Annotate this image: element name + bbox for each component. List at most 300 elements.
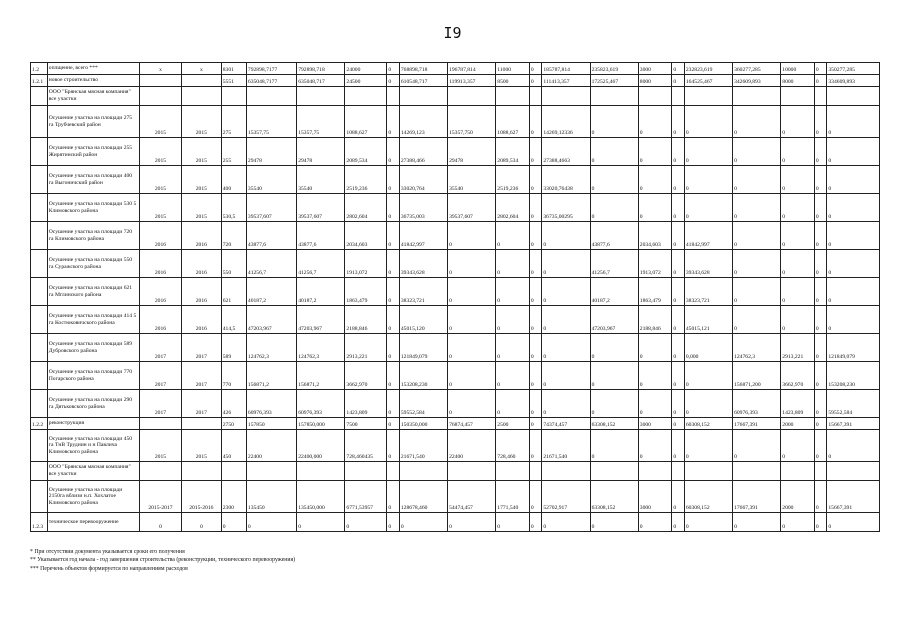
table-cell: 275 xyxy=(221,106,246,138)
table-cell: 54474,457 xyxy=(448,481,496,513)
table-cell: 40187,2 xyxy=(590,278,638,306)
table-cell: 0 xyxy=(590,513,638,532)
table-cell: 621 xyxy=(221,278,246,306)
table-cell: 15667,391 xyxy=(827,481,880,513)
table-cell xyxy=(733,462,781,481)
object-name-cell: Осушение участка на площади 2150га вблизи н.п. Хохлатое Климовского района xyxy=(47,481,139,513)
table-cell: 1423,809 xyxy=(345,390,387,418)
row-number-cell xyxy=(31,138,48,166)
table-cell: 1863,479 xyxy=(345,278,387,306)
table-cell: 0 xyxy=(590,106,638,138)
table-cell: 0 xyxy=(448,362,496,390)
row-number-cell: 1.2.1 xyxy=(31,75,48,87)
table-cell: 2089,534 xyxy=(345,138,387,166)
table-cell: 39537,607 xyxy=(246,194,296,222)
table-cell: 0 xyxy=(529,138,542,166)
table-cell: 0 xyxy=(814,390,827,418)
object-name-cell: Осушение участка на площади 255 Жирятинский район xyxy=(47,138,139,166)
table-cell: 1088,627 xyxy=(496,106,530,138)
table-cell xyxy=(246,462,296,481)
table-cell: 2802,604 xyxy=(345,194,387,222)
table-cell: 0 xyxy=(590,430,638,462)
object-name-cell: Осушение участка на площади 450 га ТнВ Труднин и н Павлича Климовского района xyxy=(47,430,139,462)
table-cell: 17667,391 xyxy=(733,481,781,513)
table-cell: 0 xyxy=(827,250,880,278)
table-cell: 2015 xyxy=(140,166,182,194)
row-number-cell xyxy=(31,362,48,390)
table-cell: 21671,540 xyxy=(399,430,447,462)
table-cell: 0 xyxy=(814,306,827,334)
table-cell: 156871,2 xyxy=(246,362,296,390)
table-cell: 0 xyxy=(221,513,246,532)
table-cell: 0 xyxy=(387,222,400,250)
table-cell: 0 xyxy=(733,166,781,194)
table-cell: 2750 xyxy=(221,418,246,430)
table-cell: 22400,000 xyxy=(297,430,345,462)
object-name-cell: новое строительство xyxy=(47,75,139,87)
table-row xyxy=(31,418,880,430)
table-cell xyxy=(684,462,732,481)
row-number-cell xyxy=(31,481,48,513)
table-cell: 0 xyxy=(814,250,827,278)
table-cell: 0 xyxy=(814,362,827,390)
table-cell: 0 xyxy=(672,138,685,166)
table-cell: 10000 xyxy=(781,63,815,75)
table-cell: 0 xyxy=(684,106,732,138)
table-cell: 40187,2 xyxy=(297,278,345,306)
table-cell: 41256,7 xyxy=(246,250,296,278)
table-cell: 8500 xyxy=(496,75,530,87)
table-cell: 2015 xyxy=(181,106,221,138)
table-cell: 0 xyxy=(496,278,530,306)
table-cell xyxy=(542,462,590,481)
table-cell: 728,460 xyxy=(496,430,530,462)
table-cell: 0 xyxy=(448,306,496,334)
table-cell: 6771,53957 xyxy=(345,481,387,513)
table-cell: 14269,123 xyxy=(399,106,447,138)
table-cell: 0 xyxy=(399,513,447,532)
table-cell: 0 xyxy=(814,513,827,532)
table-cell: 414,5 xyxy=(221,306,246,334)
table-cell: 0 xyxy=(814,430,827,462)
table-cell: 0 xyxy=(781,430,815,462)
table-cell xyxy=(638,462,672,481)
table-cell: 164525,467 xyxy=(684,75,732,87)
table-cell: 0 xyxy=(590,166,638,194)
table-cell: 0 xyxy=(542,513,590,532)
table-cell: 360277,285 xyxy=(733,63,781,75)
object-name-cell: Осушение участка на площади 290 га Дятьковского района xyxy=(47,390,139,418)
table-cell: 22400 xyxy=(246,430,296,462)
table-cell: 0 xyxy=(733,222,781,250)
table-cell: 43877,6 xyxy=(590,222,638,250)
table-cell: 0 xyxy=(590,138,638,166)
table-cell: 0 xyxy=(781,513,815,532)
table-cell: 2188,846 xyxy=(638,306,672,334)
table-cell: 2015 xyxy=(181,430,221,462)
table-cell: 0 xyxy=(387,334,400,362)
page-number: I9 xyxy=(443,24,462,42)
row-number-cell: 1.2.3 xyxy=(31,513,48,532)
table-cell: 2015 xyxy=(181,194,221,222)
table-cell: 0 xyxy=(814,166,827,194)
table-cell: 60976,393 xyxy=(297,390,345,418)
table-cell: 0 xyxy=(590,390,638,418)
table-cell: 0 xyxy=(387,250,400,278)
table-cell: 0 xyxy=(638,513,672,532)
table-cell: 36735,00295 xyxy=(542,194,590,222)
table-cell xyxy=(529,462,542,481)
table-cell: 635048,7177 xyxy=(246,75,296,87)
table-cell: 0 xyxy=(448,222,496,250)
table-cell xyxy=(345,87,387,106)
table-cell: 0 xyxy=(733,250,781,278)
table-cell: 0 xyxy=(827,513,880,532)
table-row xyxy=(31,166,880,194)
table-cell: 27388,4663 xyxy=(542,138,590,166)
table-cell: 0 xyxy=(814,75,827,87)
table-cell: 0 xyxy=(448,513,496,532)
table-cell xyxy=(345,462,387,481)
table-cell: 43877,6 xyxy=(246,222,296,250)
table-cell: 0 xyxy=(529,306,542,334)
table-cell: 0 xyxy=(827,106,880,138)
table-cell xyxy=(221,87,246,106)
table-cell: 550 xyxy=(221,250,246,278)
table-cell: 0 xyxy=(814,418,827,430)
table-cell: 0 xyxy=(387,390,400,418)
table-cell xyxy=(496,462,530,481)
table-cell: 2913,221 xyxy=(345,334,387,362)
table-cell: 0 xyxy=(814,138,827,166)
table-cell: 29478 xyxy=(448,138,496,166)
table-row xyxy=(31,430,880,462)
table-cell: 2802,604 xyxy=(496,194,530,222)
table-cell: 0 xyxy=(496,390,530,418)
table-cell: 0 xyxy=(814,481,827,513)
object-name-cell: Осушение участка на площади 275 га Трубчевский район xyxy=(47,106,139,138)
table-cell: 0 xyxy=(529,390,542,418)
table-cell xyxy=(672,462,685,481)
table-cell: 21671,540 xyxy=(542,430,590,462)
table-cell: 39343,628 xyxy=(399,250,447,278)
table-cell: 2016 xyxy=(140,306,182,334)
table-cell: 0 xyxy=(638,362,672,390)
table-row xyxy=(31,194,880,222)
table-cell: 0 xyxy=(827,278,880,306)
table-cell: 15357,75 xyxy=(246,106,296,138)
table-cell: 8000 xyxy=(781,75,815,87)
table-cell: 0 xyxy=(827,138,880,166)
table-cell: 0 xyxy=(542,278,590,306)
table-cell: 0 xyxy=(529,513,542,532)
row-number-cell: 1.2.2 xyxy=(31,418,48,430)
table-cell: 0 xyxy=(542,362,590,390)
table-cell: 0 xyxy=(542,334,590,362)
table-cell xyxy=(590,462,638,481)
investment-table xyxy=(30,62,880,532)
table-cell: 157850 xyxy=(246,418,296,430)
table-cell: 39537,607 xyxy=(448,194,496,222)
table-cell: 0 xyxy=(529,430,542,462)
table-cell: 3000 xyxy=(638,63,672,75)
table-cell: 0 xyxy=(448,334,496,362)
row-number-cell xyxy=(31,250,48,278)
row-number-cell xyxy=(31,462,48,481)
table-cell: 0 xyxy=(672,75,685,87)
table-cell: 128678,460 xyxy=(399,481,447,513)
table-cell: 720 xyxy=(221,222,246,250)
table-cell: 0 xyxy=(387,166,400,194)
table-cell: 5551 xyxy=(221,75,246,87)
table-cell: 0 xyxy=(542,222,590,250)
table-cell: 2017 xyxy=(181,390,221,418)
table-row xyxy=(31,481,880,513)
table-cell: 2500 xyxy=(496,418,530,430)
table-cell: 0 xyxy=(733,278,781,306)
table-cell: 33020,76438 xyxy=(542,166,590,194)
table-cell: 0 xyxy=(529,106,542,138)
table-cell: 0 xyxy=(529,418,542,430)
table-cell: 3000 xyxy=(638,418,672,430)
table-cell: 8000 xyxy=(638,75,672,87)
table-cell: 0 xyxy=(733,513,781,532)
table-cell: 0 xyxy=(529,222,542,250)
table-cell: 60976,393 xyxy=(246,390,296,418)
table-cell xyxy=(684,87,732,106)
table-cell: 2016 xyxy=(181,250,221,278)
table-cell: 2188,846 xyxy=(345,306,387,334)
table-cell: 342609,893 xyxy=(733,75,781,87)
table-cell: 29478 xyxy=(297,138,345,166)
table-cell: 2015-2017 xyxy=(140,481,182,513)
table-cell: 0 xyxy=(781,106,815,138)
table-cell xyxy=(181,75,221,87)
table-cell xyxy=(140,462,182,481)
table-cell: 2015-2016 xyxy=(181,481,221,513)
row-number-cell xyxy=(31,306,48,334)
table-cell: 59552,584 xyxy=(399,390,447,418)
table-cell: х xyxy=(140,63,182,75)
table-cell: 15667,391 xyxy=(827,418,880,430)
table-cell: 0 xyxy=(827,430,880,462)
table-cell: 0 xyxy=(529,75,542,87)
table-cell: 3662,970 xyxy=(345,362,387,390)
row-number-cell xyxy=(31,222,48,250)
table-cell: 0 xyxy=(590,194,638,222)
table-cell: 0 xyxy=(733,106,781,138)
object-name-cell: Осушение участка на площади 550 га Суражского района xyxy=(47,250,139,278)
table-cell: 0 xyxy=(529,63,542,75)
table-cell xyxy=(827,462,880,481)
table-cell xyxy=(590,87,638,106)
table-row xyxy=(31,75,880,87)
table-cell: 121849,079 xyxy=(399,334,447,362)
table-cell: 3000 xyxy=(638,481,672,513)
table-cell: 41256,7 xyxy=(590,250,638,278)
table-cell: 0 xyxy=(672,418,685,430)
table-cell: 153208,230 xyxy=(827,362,880,390)
table-cell: 0 xyxy=(781,194,815,222)
table-row xyxy=(31,462,880,481)
table-cell: 0 xyxy=(496,306,530,334)
object-name-cell: Осушение участка на площади 414 5 га Костюковичского района xyxy=(47,306,139,334)
table-cell xyxy=(297,462,345,481)
table-cell: 0 xyxy=(387,194,400,222)
table-cell: 8301 xyxy=(221,63,246,75)
table-cell: 0 xyxy=(590,362,638,390)
table-cell: 0 xyxy=(672,306,685,334)
table-cell: 1771,540 xyxy=(496,481,530,513)
table-cell: 0 xyxy=(672,278,685,306)
table-cell: 124762,3 xyxy=(297,334,345,362)
table-cell: 76874,457 xyxy=(448,418,496,430)
table-cell: 2015 xyxy=(140,194,182,222)
table-cell: 0 xyxy=(827,306,880,334)
table-cell: 0,000 xyxy=(684,334,732,362)
table-cell: 589 xyxy=(221,334,246,362)
table-cell xyxy=(181,418,221,430)
table-cell: 0 xyxy=(542,390,590,418)
table-cell: 0 xyxy=(672,194,685,222)
table-cell: 2016 xyxy=(140,278,182,306)
table-cell xyxy=(387,462,400,481)
table-cell: 792898,718 xyxy=(297,63,345,75)
table-cell: 0 xyxy=(496,362,530,390)
table-cell xyxy=(181,87,221,106)
table-cell: 0 xyxy=(638,390,672,418)
table-cell: 0 xyxy=(542,306,590,334)
table-cell: 0 xyxy=(387,481,400,513)
table-cell: 2519,236 xyxy=(345,166,387,194)
table-cell: 2519,236 xyxy=(496,166,530,194)
table-cell: 59552,584 xyxy=(827,390,880,418)
table-cell: 0 xyxy=(781,166,815,194)
table-cell: 0 xyxy=(684,513,732,532)
table-cell: 0 xyxy=(781,222,815,250)
table-cell: 0 xyxy=(672,390,685,418)
table-cell: 0 xyxy=(781,138,815,166)
table-cell: 2000 xyxy=(781,418,815,430)
table-cell: 2015 xyxy=(181,166,221,194)
table-cell: 47203,967 xyxy=(590,306,638,334)
table-cell: 17667,391 xyxy=(733,418,781,430)
table-cell: 2000 xyxy=(781,481,815,513)
table-cell: 0 xyxy=(827,222,880,250)
table-cell: 63308,152 xyxy=(590,481,638,513)
table-cell: 52702,917 xyxy=(542,481,590,513)
table-cell: 36735,003 xyxy=(399,194,447,222)
table-cell: 0 xyxy=(827,194,880,222)
table-cell: 60976,393 xyxy=(733,390,781,418)
object-name-cell: Осушение участка на площади 589 Дубровского района xyxy=(47,334,139,362)
table-cell: 35540 xyxy=(246,166,296,194)
table-cell: 24000 xyxy=(345,63,387,75)
table-cell: 2016 xyxy=(140,250,182,278)
table-cell xyxy=(140,87,182,106)
table-cell: 0 xyxy=(387,362,400,390)
table-cell: 400 xyxy=(221,166,246,194)
table-cell: 0 xyxy=(814,222,827,250)
table-cell: 60308,152 xyxy=(684,481,732,513)
object-name-cell: ООО "Брянская мясная компания" все участки xyxy=(47,462,139,481)
table-row xyxy=(31,222,880,250)
table-cell: 33020,764 xyxy=(399,166,447,194)
table-cell: 2034,603 xyxy=(345,222,387,250)
row-number-cell xyxy=(31,87,48,106)
table-cell: 2016 xyxy=(181,306,221,334)
table-cell xyxy=(827,87,880,106)
table-cell: 0 xyxy=(672,430,685,462)
table-cell: 0 xyxy=(781,250,815,278)
table-cell: 0 xyxy=(814,334,827,362)
table-cell: 2015 xyxy=(181,138,221,166)
table-cell: 0 xyxy=(814,194,827,222)
table-cell: 43877,6 xyxy=(297,222,345,250)
table-cell: 0 xyxy=(672,63,685,75)
table-cell: 2015 xyxy=(140,138,182,166)
table-row xyxy=(31,513,880,532)
table-cell: 0 xyxy=(672,334,685,362)
footnote: * При отсутствии документа указывается сроки его получения xyxy=(30,549,185,555)
table-cell: 45015,120 xyxy=(399,306,447,334)
table-cell: 0 xyxy=(672,250,685,278)
table-cell: 2017 xyxy=(140,334,182,362)
row-number-cell xyxy=(31,334,48,362)
table-cell: 2017 xyxy=(140,390,182,418)
table-cell xyxy=(733,87,781,106)
table-row xyxy=(31,63,880,75)
table-cell: 0 xyxy=(638,430,672,462)
table-cell xyxy=(448,462,496,481)
table-cell: 0 xyxy=(672,513,685,532)
table-cell: 38323,721 xyxy=(399,278,447,306)
table-cell: 1913,072 xyxy=(638,250,672,278)
table-row xyxy=(31,390,880,418)
table-cell: 22400 xyxy=(448,430,496,462)
object-name-cell: техническое перевооружение xyxy=(47,513,139,532)
table-cell: 0 xyxy=(297,513,345,532)
table-cell: 0 xyxy=(684,194,732,222)
row-number-cell xyxy=(31,106,48,138)
table-cell xyxy=(140,75,182,87)
table-cell: 0 xyxy=(387,513,400,532)
table-cell: 0 xyxy=(684,138,732,166)
table-cell: 60308,152 xyxy=(684,418,732,430)
table-cell: 0 xyxy=(684,166,732,194)
footnote: *** Перечень объектов формируется по направлениям расходов xyxy=(30,565,188,572)
object-name-cell: оплщенне, всего *** xyxy=(47,63,139,75)
table-cell xyxy=(221,462,246,481)
table-cell xyxy=(140,418,182,430)
footnotes xyxy=(30,548,295,573)
table-cell: 0 xyxy=(672,106,685,138)
table-cell: 2089,534 xyxy=(496,138,530,166)
table-cell: 0 xyxy=(684,390,732,418)
table-cell xyxy=(448,87,496,106)
table-cell: 0 xyxy=(672,166,685,194)
table-cell xyxy=(672,87,685,106)
table-cell: 0 xyxy=(529,194,542,222)
table-cell: 2015 xyxy=(140,106,182,138)
table-cell: 135450,000 xyxy=(297,481,345,513)
table-cell: 15357,75 xyxy=(297,106,345,138)
table-cell: 41256,7 xyxy=(297,250,345,278)
table-cell: 0 xyxy=(638,138,672,166)
table-cell: 111413,357 xyxy=(542,75,590,87)
table-cell: 135450 xyxy=(246,481,296,513)
table-cell: 0 xyxy=(672,222,685,250)
